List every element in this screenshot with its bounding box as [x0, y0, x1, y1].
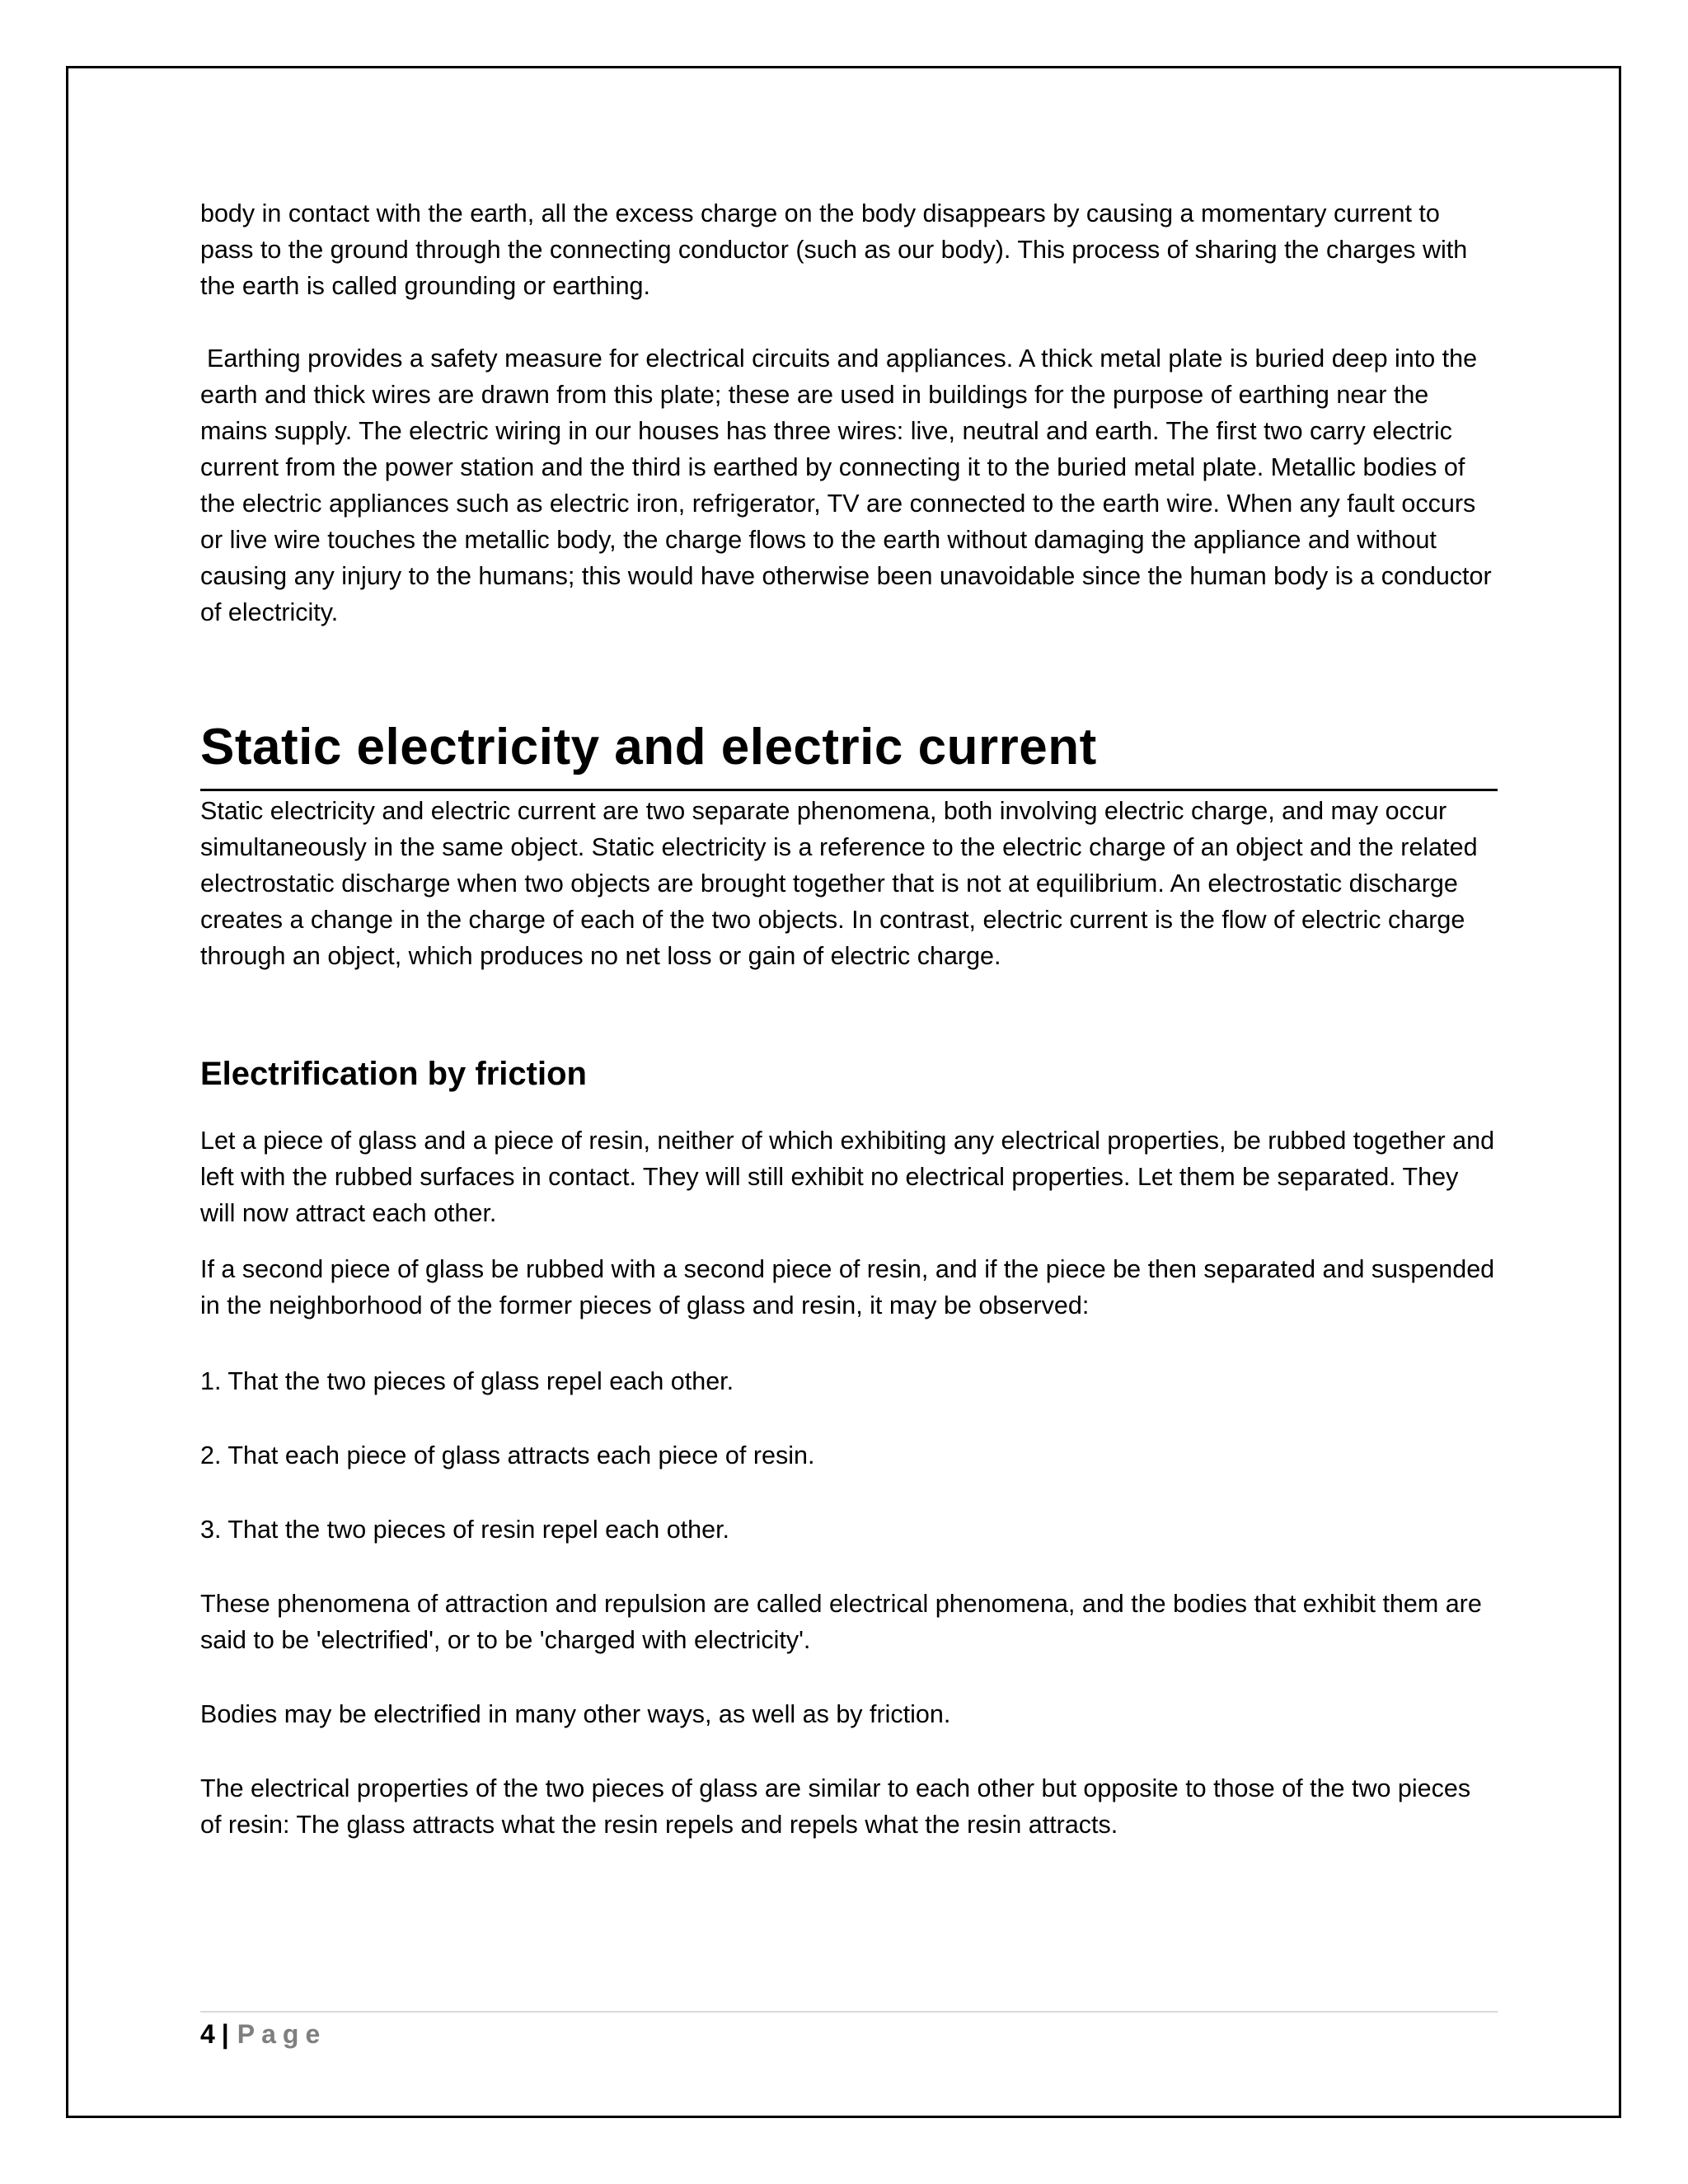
observation-item: 1. That the two pieces of glass repel each other. — [200, 1367, 734, 1395]
observation-item: 2. That each piece of glass attracts each piece of resin. — [200, 1441, 815, 1469]
page-label: Page — [237, 2019, 327, 2049]
paragraph-second-piece: If a second piece of glass be rubbed with a second piece of resin, and if the piece be then separated and suspended in the neighborhood of the former pieces of glass and resin, it may be observed: — [200, 1255, 1495, 1319]
heading-underline — [200, 789, 1498, 791]
paragraph-earthing: Earthing provides a safety measure for electrical circuits and appliances. A thick metal plate is buried deep into the earth and thick wires are drawn from this plate; these are used in buildings for the purpose of earthing near the mains supply. The electric wiring in our houses has three wires: live, neutral and earth. The first two carry electric current from the power station and the third is earthed by connecting it to the buried metal plate. Metallic bodies of the electric appliances such as electric iron, refrigerator, TV are connected to the earth wire. When any fault occurs or live wire touches the metallic body, the charge flows to the earth without damaging the appliance and without causing any injury to the humans; this would have otherwise been unavoidable since the human body is a conductor of electricity. — [200, 344, 1492, 626]
section-heading: Static electricity and electric current — [200, 719, 1097, 776]
paragraph-properties: The electrical properties of the two pieces of glass are similar to each other but opposite to those of the two pieces of resin: The glass attracts what the resin repels and repels what the resin attracts. — [200, 1774, 1471, 1839]
page-footer — [200, 2016, 326, 2052]
paragraph-other-ways: Bodies may be electrified in many other ways, as well as by friction. — [200, 1700, 951, 1728]
paragraph-static-vs-current: Static electricity and electric current are two separate phenomena, both involving electric charge, and may occur simultaneously in the same object. Static electricity is a reference to the electric charge of an object and the related electrostatic discharge when two objects are brought together that is not at equilibrium. An electrostatic discharge creates a change in the charge of each of the two objects. In contrast, electric current is the flow of electric charge through an object, which produces no net loss or gain of electric charge. — [200, 797, 1478, 970]
paragraph-glass-resin: Let a piece of glass and a piece of resin, neither of which exhibiting any electrical properties, be rubbed together and left with the rubbed surfaces in contact. They will still exhibit no electrical properties. Let them be separated. They will now attract each other. — [200, 1127, 1495, 1227]
document-body — [200, 195, 1498, 1843]
footer-separator: | — [221, 2019, 229, 2049]
footer-divider — [200, 2011, 1498, 2013]
observation-item: 3. That the two pieces of resin repel each other. — [200, 1516, 730, 1544]
paragraph-phenomena: These phenomena of attraction and repulsion are called electrical phenomena, and the bodies that exhibit them are said to be 'electrified', or to be 'charged with electricity'. — [200, 1590, 1482, 1654]
subsection-heading: Electrification by friction — [200, 1056, 587, 1092]
paragraph-grounding: body in contact with the earth, all the excess charge on the body disappears by causing a momentary current to pass to the ground through the connecting conductor (such as our body). This process of sharing the charges with the earth is called grounding or earthing. — [200, 199, 1468, 300]
page-number: 4 — [200, 2019, 215, 2049]
